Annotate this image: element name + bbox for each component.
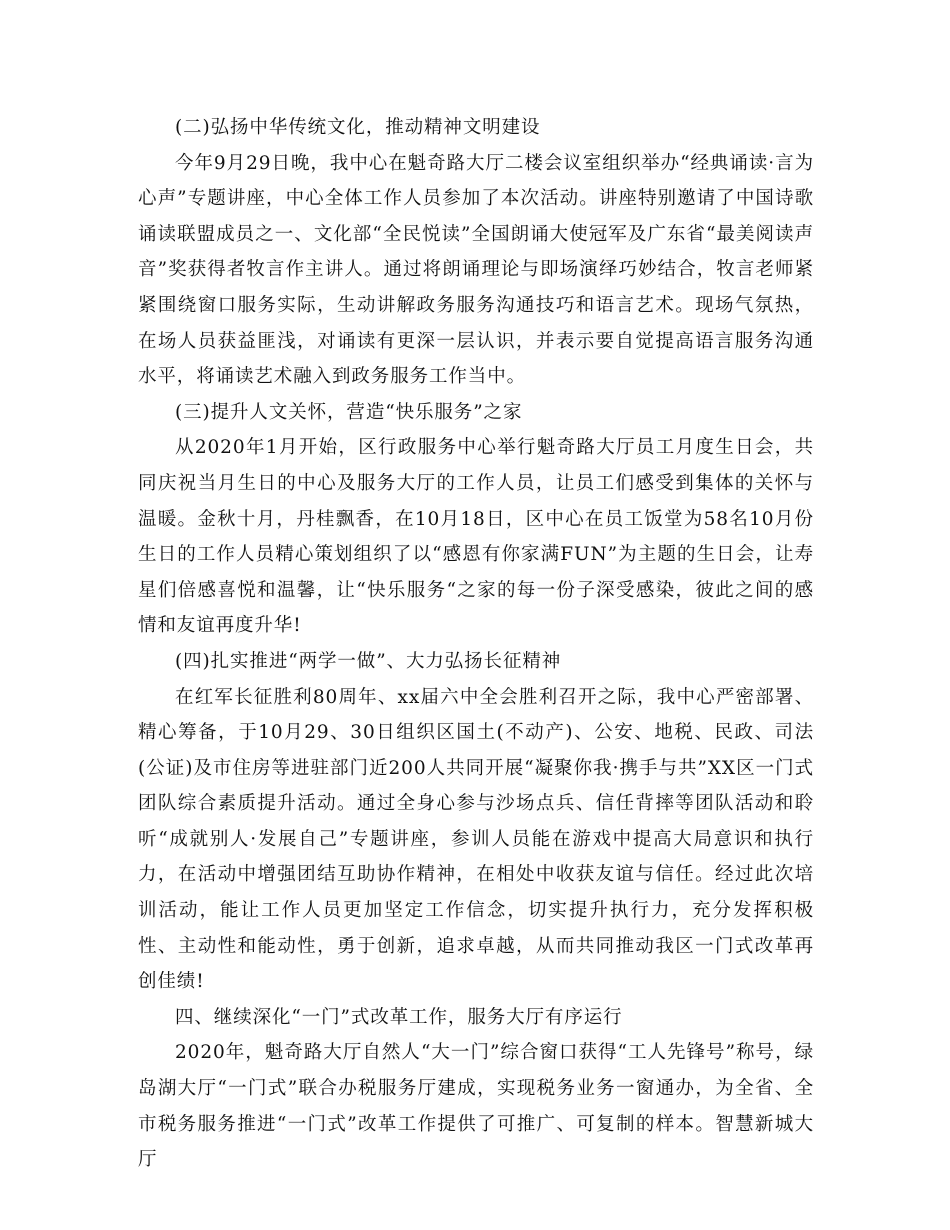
section-heading-4: (四)扎实推进“两学一做”、大力弘扬长征精神 xyxy=(175,650,562,672)
section-heading-main-4: 四、继续深化“一门”式改革工作，服务大厅有序运行 xyxy=(175,1006,623,1028)
section-heading-2: (二)弘扬中华传统文化，推动精神文明建设 xyxy=(175,117,541,138)
body-paragraph: 2020年，魁奇路大厅自然人“大一门”综合窗口获得“工人先锋号”称号，绿岛湖大厅“一门式”联合办税服务厅建成，实现税务业务一窗通办，为全省、全市税务服务推进“一门式”改革工作提供了可推广、可复制的样本。智慧新城大厅 xyxy=(138,1042,814,1171)
body-paragraph: 在红军长征胜利80周年、xx届六中全会胜利召开之际，我中心严密部署、精心筹备，于10月29、30日组织区国土(不动产)、公安、地税、民政、司法(公证)及市住房等进驻部门近200人共同开展“凝聚你我·携手与共”XX区一门式团队综合素质提升活动。通过全身心参与沙场点兵、信任背摔等团队活动和聆听“成就别人·发展自己”专题讲座，参训人员能在游戏中提高大局意识和执行力，在活动中增强团结互助协作精神，在相处中收获友谊与信任。经过此次培训活动，能让工作人员更加坚定工作信念，切实提升执行力，充分发挥积极性、主动性和能动性，勇于创新，追求卓越，从而共同推动我区一门式改革再创佳绩! xyxy=(138,686,814,993)
document-page xyxy=(138,110,814,1178)
body-paragraph: 从2020年1月开始，区行政服务中心举行魁奇路大厅员工月度生日会，共同庆祝当月生日的中心及服务大厅的工作人员，让员工们感受到集体的关怀与温暖。金秋十月，丹桂飘香，在10月18日，区中心在员工饭堂为58名10月份生日的工作人员精心策划组织了以“感恩有你家满FUN”为主题的生日会，让寿星们倍感喜悦和温馨，让“快乐服务“之家的每一份子深受感染，彼此之间的感情和友谊再度升华! xyxy=(138,437,814,637)
body-paragraph: 今年9月29日晚，我中心在魁奇路大厅二楼会议室组织举办“经典诵读·言为心声”专题讲座，中心全体工作人员参加了本次活动。讲座特别邀请了中国诗歌诵读联盟成员之一、文化部“全民悦读”全国朗诵大使冠军及广东省“最美阅读声音”奖获得者牧言作主讲人。通过将朗诵理论与即场演绎巧妙结合，牧言老师紧紧围绕窗口服务实际，生动讲解政务服务沟通技巧和语言艺术。现场气氛热，在场人员获益匪浅，对诵读有更深一层认识，并表示要自觉提高语言服务沟通水平，将诵读艺术融入到政务服务工作当中。 xyxy=(138,152,814,388)
section-heading-3: (三)提升人文关怀，营造“快乐服务”之家 xyxy=(175,401,523,423)
